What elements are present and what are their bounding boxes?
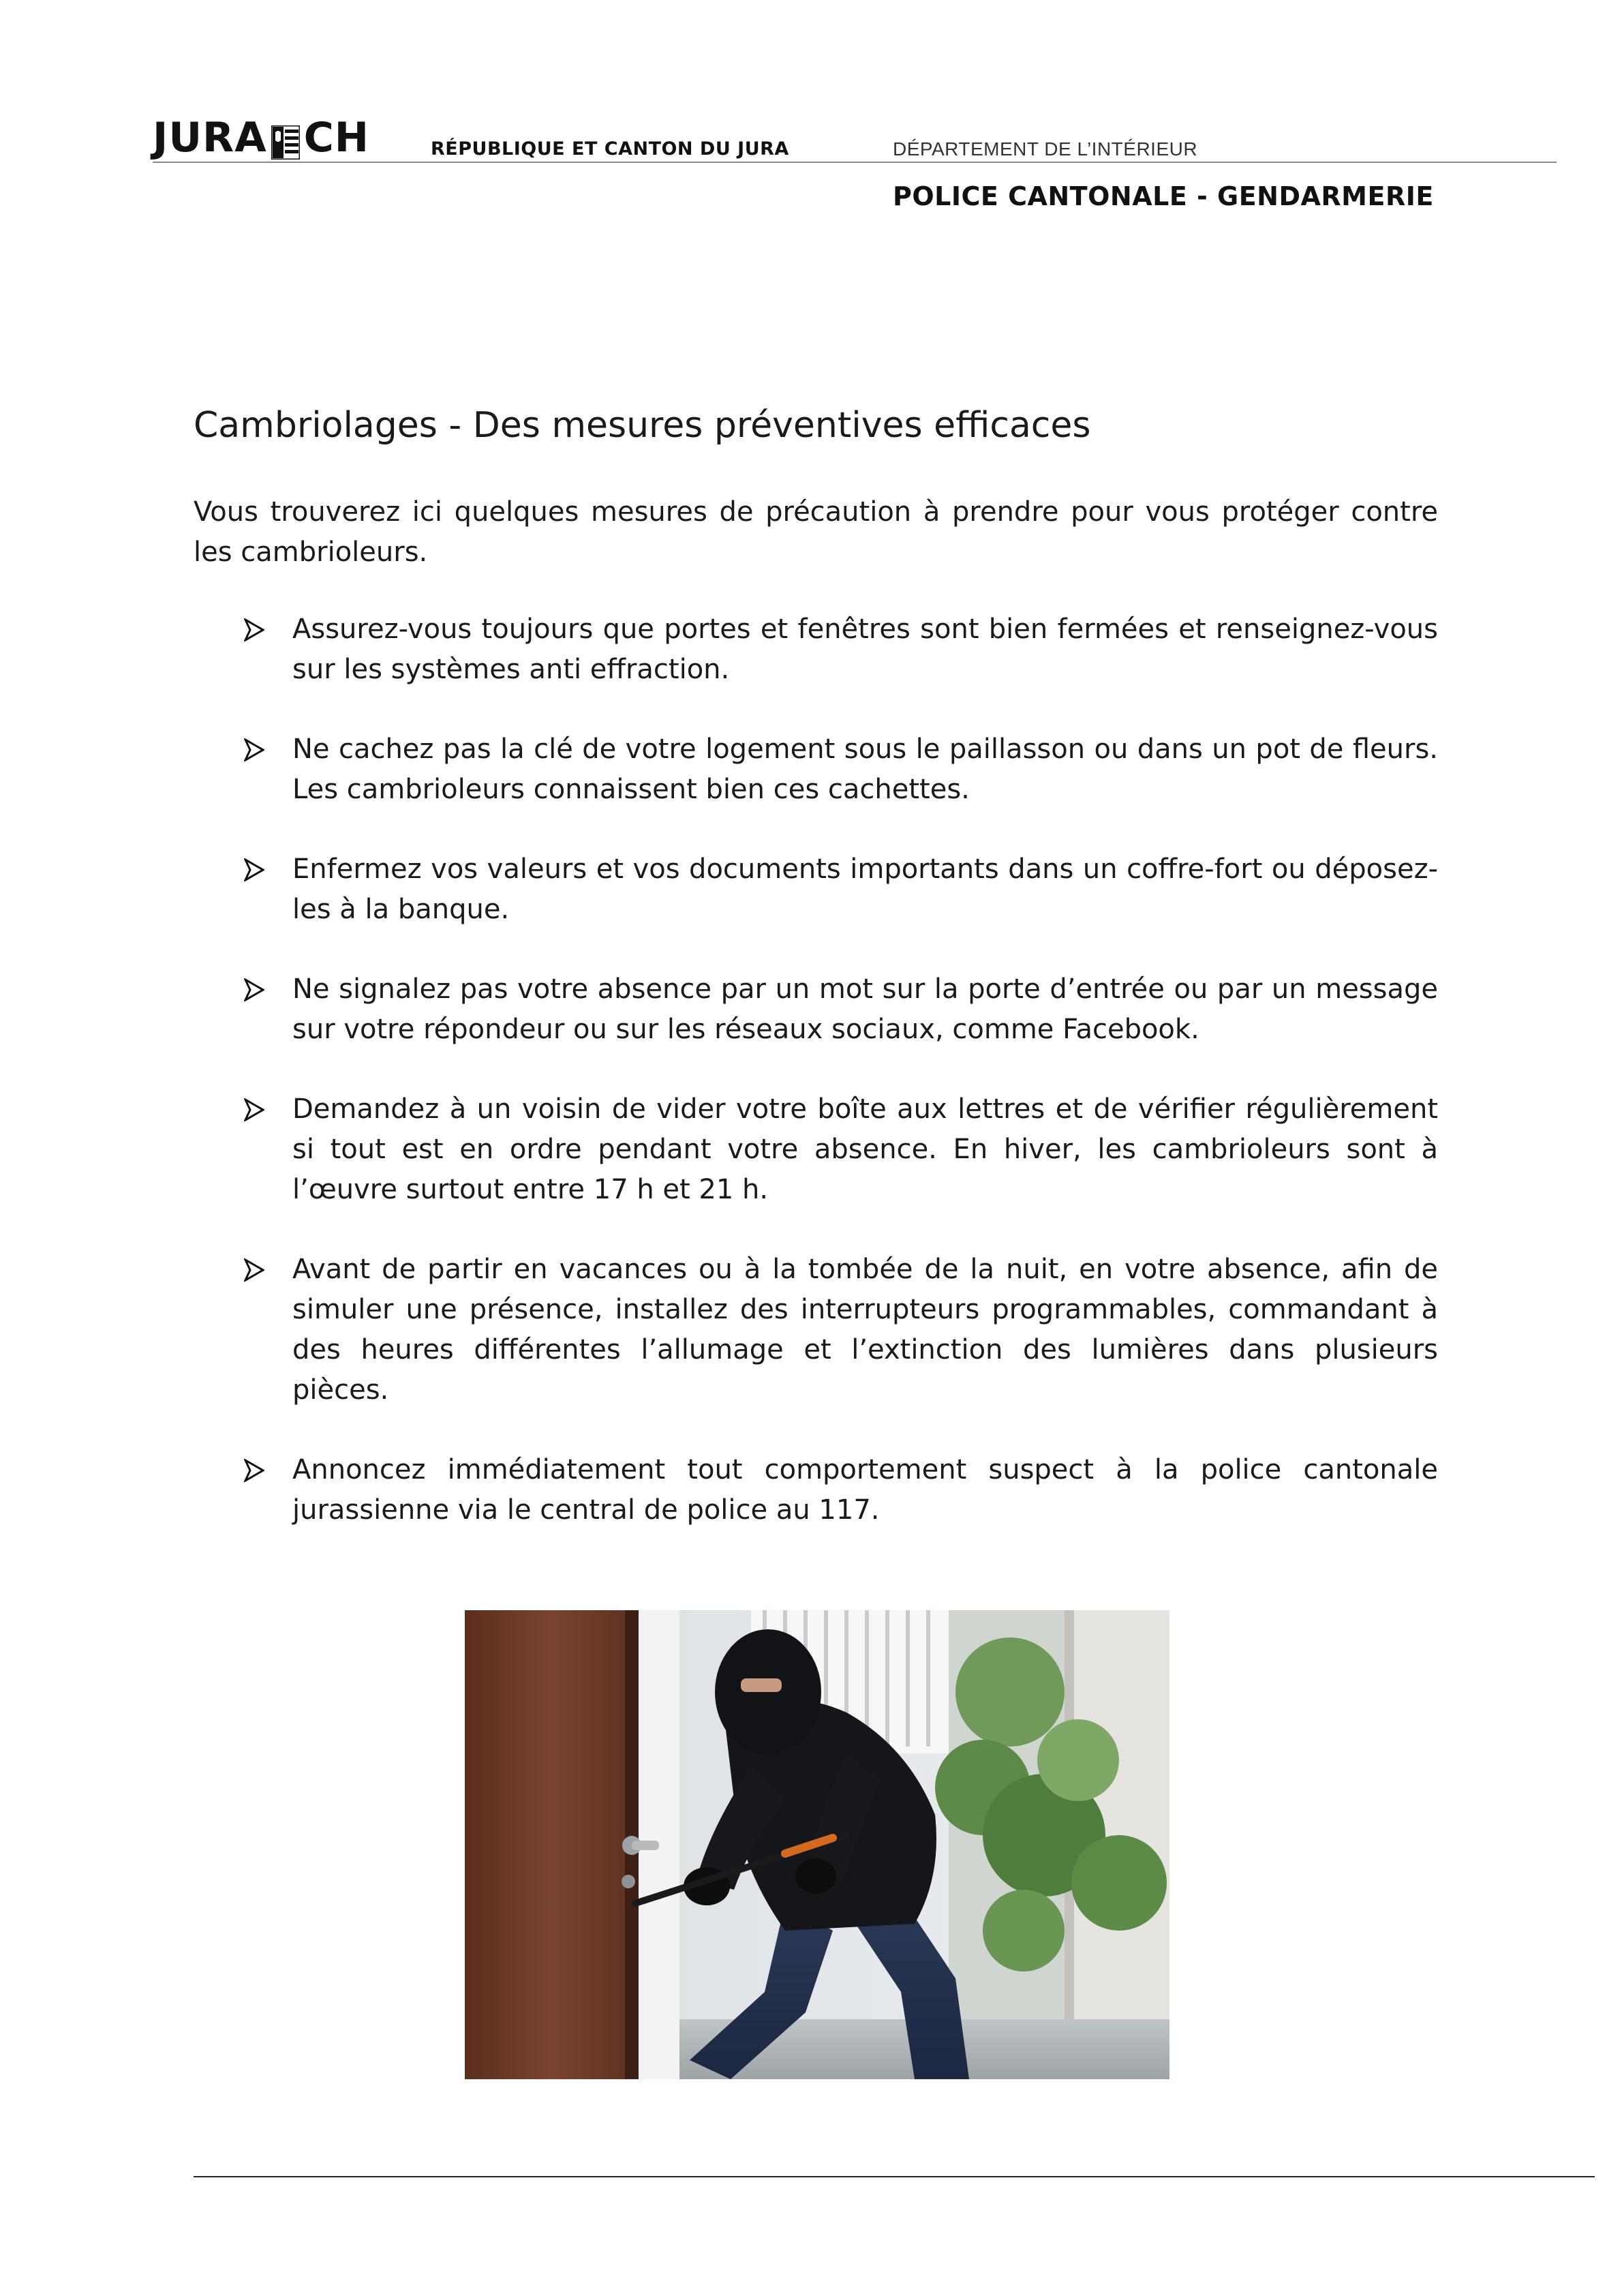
logo-jura-text: JURA (153, 114, 267, 162)
arrow-bullet-icon (244, 1459, 264, 1482)
header-divider (153, 162, 1557, 163)
service-name: POLICE CANTONALE - GENDARMERIE (893, 181, 1434, 211)
jura-flag-icon (271, 122, 300, 156)
list-item-text: Avant de partir en vacances ou à la tombée de la nuit, en votre absence, afin de simuler une présence, installez des interrupteurs programmables, commandant à des heures différentes l’allumage et l’extinction des lumières dans plusieurs pièces. (292, 1254, 1438, 1406)
prevention-list (194, 609, 1438, 1570)
burglar-illustration (465, 1610, 1169, 2079)
arrow-bullet-icon (244, 858, 264, 881)
list-item-text: Ne cachez pas la clé de votre logement sous le paillasson ou dans un pot de fleurs. Les cambrioleurs connaissent bien ces cachettes. (292, 734, 1438, 805)
list-item (194, 1250, 1438, 1410)
arrow-bullet-icon (244, 1258, 264, 1282)
burglar-photo (465, 1610, 1169, 2079)
list-item-text: Enfermez vos valeurs et vos documents importants dans un coffre-fort ou déposez-les à la banque. (292, 854, 1438, 925)
list-item (194, 609, 1438, 690)
list-item (194, 1450, 1438, 1530)
list-item-text: Assurez-vous toujours que portes et fenêtres sont bien fermées et renseignez-vous sur les systèmes anti effraction. (292, 614, 1438, 685)
list-item (194, 849, 1438, 930)
list-item (194, 969, 1438, 1050)
canton-name: RÉPUBLIQUE ET CANTON DU JURA (431, 138, 789, 160)
list-item-text: Ne signalez pas votre absence par un mot sur la porte d’entrée ou par un message sur votre répondeur ou sur les réseaux sociaux, comme Facebook. (292, 973, 1438, 1045)
arrow-bullet-icon (244, 1098, 264, 1121)
list-item (194, 729, 1438, 810)
arrow-bullet-icon (244, 618, 264, 641)
footer-divider (194, 2176, 1595, 2177)
logo-ch-text: CH (303, 114, 369, 162)
arrow-bullet-icon (244, 738, 264, 761)
list-item-text: Annoncez immédiatement tout comportement suspect à la police cantonale jurassienne via le central de police au 117. (292, 1454, 1438, 1526)
jura-ch-logo (153, 116, 369, 160)
department-name: DÉPARTEMENT DE L’INTÉRIEUR (893, 138, 1198, 160)
list-item-text: Demandez à un voisin de vider votre boîte aux lettres et de vérifier régulièrement si tout est en ordre pendant votre absence. En hiver, les cambrioleurs sont à l’œuvre surtout entre 17 h et 21 h. (292, 1093, 1438, 1205)
list-item (194, 1089, 1438, 1210)
intro-paragraph: Vous trouverez ici quelques mesures de précaution à prendre pour vous protéger contre les cambrioleurs. (194, 496, 1438, 568)
document-title: Cambriolages - Des mesures préventives efficaces (194, 405, 1091, 446)
arrow-bullet-icon (244, 978, 264, 1001)
